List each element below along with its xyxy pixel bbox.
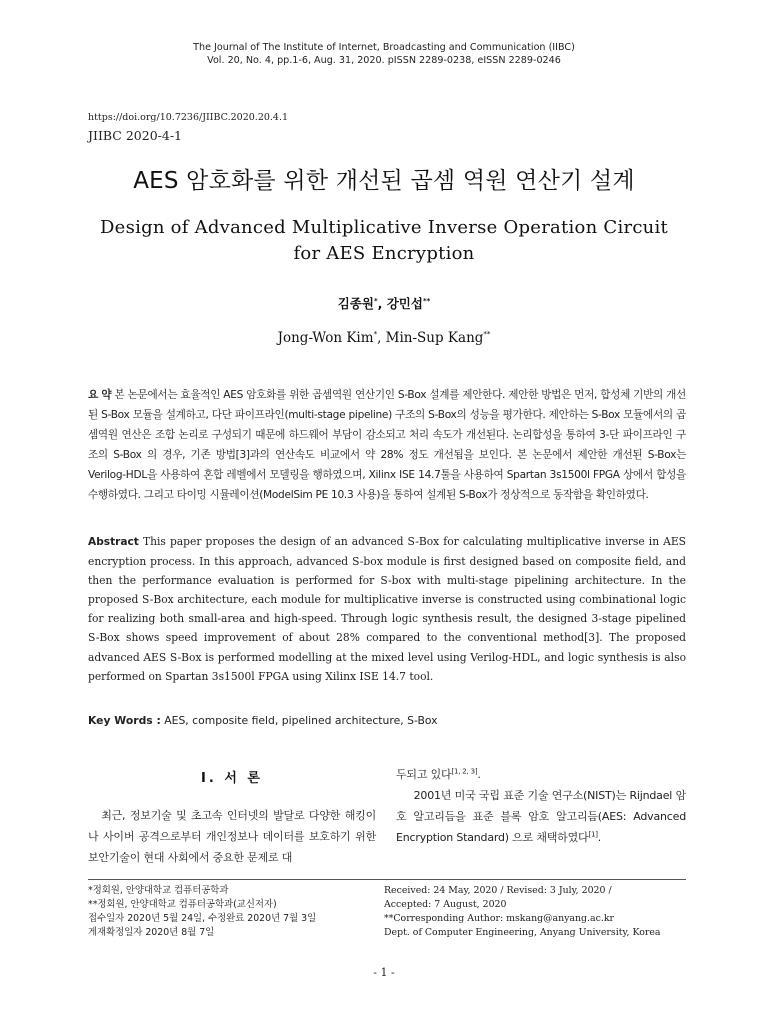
title-korean: AES 암호화를 위한 개선된 곱셈 역원 연산기 설계	[133, 168, 635, 194]
footnote-right-1: Received: 24 May, 2020 / Revised: 3 July, 2020 /	[384, 885, 612, 896]
keywords-text: AES, composite field, pipelined architecture, S-Box	[164, 714, 438, 727]
citation-1-2-3: [1, 2, 3]	[451, 767, 478, 776]
footnote-left-2: **정회원, 안양대학교 컴퓨터공학과(교신저자)	[88, 899, 277, 910]
author-ko-2: 강민섭	[386, 296, 423, 311]
title-english-line-1: Design of Advanced Multiplicative Inverse Operation Circuit	[100, 217, 668, 238]
footnote-left-3: 접수일자 2020년 5월 24일, 수정완료 2020년 7월 3일	[88, 913, 317, 924]
footnote-left-1: *정회원, 안양대학교 컴퓨터공학과	[88, 885, 229, 896]
section-body-left: 최근, 정보기술 및 초고속 인터넷의 발달로 다양한 해킹이나 사이버 공격으로부터 개인정보나 데이터를 보호하기 위한 보안기술이 현대 사회에서 중요한 문제로 대	[88, 809, 376, 864]
author-ko-separator: ,	[377, 296, 387, 311]
abstract-korean	[88, 385, 686, 506]
section-body-right	[396, 764, 686, 848]
section-heading: Ⅰ. 서 론	[201, 771, 263, 786]
footnote-right-3: **Corresponding Author: mskang@anyang.ac.kr	[384, 913, 614, 924]
section-right-paragraph-1	[396, 764, 686, 785]
footnotes-right	[384, 884, 694, 940]
journal-line-2: Vol. 20, No. 4, pp.1-6, Aug. 31, 2020. pISSN 2289-0238, eISSN 2289-0246	[207, 55, 561, 66]
title-english	[0, 215, 768, 267]
author-en-1: Jong-Won Kim	[277, 330, 374, 346]
abstract-korean-text: 본 논문에서는 효율적인 AES 암호화를 위한 곱셈역원 연산기인 S-Box 설계를 제안한다. 제안한 방법은 먼저, 합성체 기반의 개선된 S-Box 모듈을 설계하고, 다단 파이프라인(multi-stage pipeline) 구조의 S-Box의 성능을 평가한다. 제안하는 S-Box 모듈에서의 곱셈역원 연산은 조합 논리로 구성되기 때문에 하드웨어 부담이 감소되고 처리 속도가 개선된다. 논리합성을 통하여 3-단 파이프라인 구조의 S-Box 의 경우, 기존 방법[3]과의 연산속도 비교에서 약 28% 정도 개선됨을 보인다. 본 논문에서 제안한 개선된 S-Box는 Verilog-HDL을 사용하여 혼합 레벨에서 모델링을 행하였으며, Xilinx ISE 14.7툴을 사용하여 Spartan 3s1500l FPGA 상에서 합성을 수행하였다. 그리고 타이밍 시뮬레이션(ModelSim PE 10.3 사용)을 통하여 설계된 S-Box가 정상적으로 동작함을 확인하였다.	[88, 389, 686, 502]
citation-1: [1]	[588, 830, 598, 839]
author-ko-2-mark: **	[422, 296, 431, 305]
abstract-english	[88, 532, 686, 686]
journal-line-1: The Journal of The Institute of Internet, Broadcasting and Communication (IIBC)	[193, 42, 575, 53]
footnote-right-2: Accepted: 7 August, 2020	[384, 899, 507, 910]
section-right-paragraph-2	[396, 785, 686, 848]
paper-code: JIIBC 2020-4-1	[88, 128, 183, 143]
footnote-left-4: 게재확정일자 2020년 8월 7일	[88, 927, 215, 938]
footnotes-left	[88, 884, 378, 940]
abstract-korean-label: 요 약	[88, 389, 112, 401]
author-ko-1: 김종원	[337, 296, 374, 311]
keywords	[88, 714, 438, 727]
section-right-text-2: 2001년 미국 국립 표준 기술 연구소(NIST)는 Rijndael 암호 알고리듬을 표준 블록 암호 알고리듬(AES: Advanced Encryption Standard) 으로 채택하였다	[396, 789, 686, 844]
authors-english	[0, 330, 768, 346]
section-right-text-1-end: .	[477, 768, 481, 781]
authors-korean	[0, 294, 768, 312]
journal-header	[0, 41, 768, 67]
abstract-english-text: This paper proposes the design of an advanced S-Box for calculating multiplicative inverse in AES encryption process. In this approach, advanced S-box module is first designed based on composite field, and then the performance evaluation is performed for S-box with multi-stage pipelining architecture. In the proposed S-Box architecture, each module for multiplicative inverse is constructed using combinational logic for realizing both small-area and high-speed. Through logic synthesis result, the designed 3-stage pipelined S-Box shows speed improvement of about 28% compared to the conventional method[3]. The proposed advanced AES S-Box is performed modelling at the mixed level using Verilog-HDL, and logic synthesis is also performed on Spartan 3s1500l FPGA using Xilinx ISE 14.7 tool.	[88, 535, 686, 683]
section-right-text-1: 두되고 있다	[396, 768, 452, 781]
page-number: - 1 -	[373, 966, 395, 979]
author-ko-1-mark: *	[373, 296, 378, 305]
author-en-2-mark: **	[483, 330, 491, 339]
keywords-label: Key Words :	[88, 714, 161, 727]
author-en-1-mark: *	[373, 330, 378, 339]
author-en-2: Min-Sup Kang	[385, 330, 484, 346]
author-en-separator: ,	[377, 330, 386, 346]
abstract-english-label: Abstract	[88, 536, 139, 548]
footnote-right-4: Dept. of Computer Engineering, Anyang University, Korea	[384, 927, 661, 938]
title-english-line-2: for AES Encryption	[293, 243, 475, 264]
footnote-divider	[88, 879, 686, 880]
doi-link[interactable]: https://doi.org/10.7236/JIIBC.2020.20.4.1	[88, 112, 289, 123]
section-right-text-2-end: .	[597, 831, 602, 844]
